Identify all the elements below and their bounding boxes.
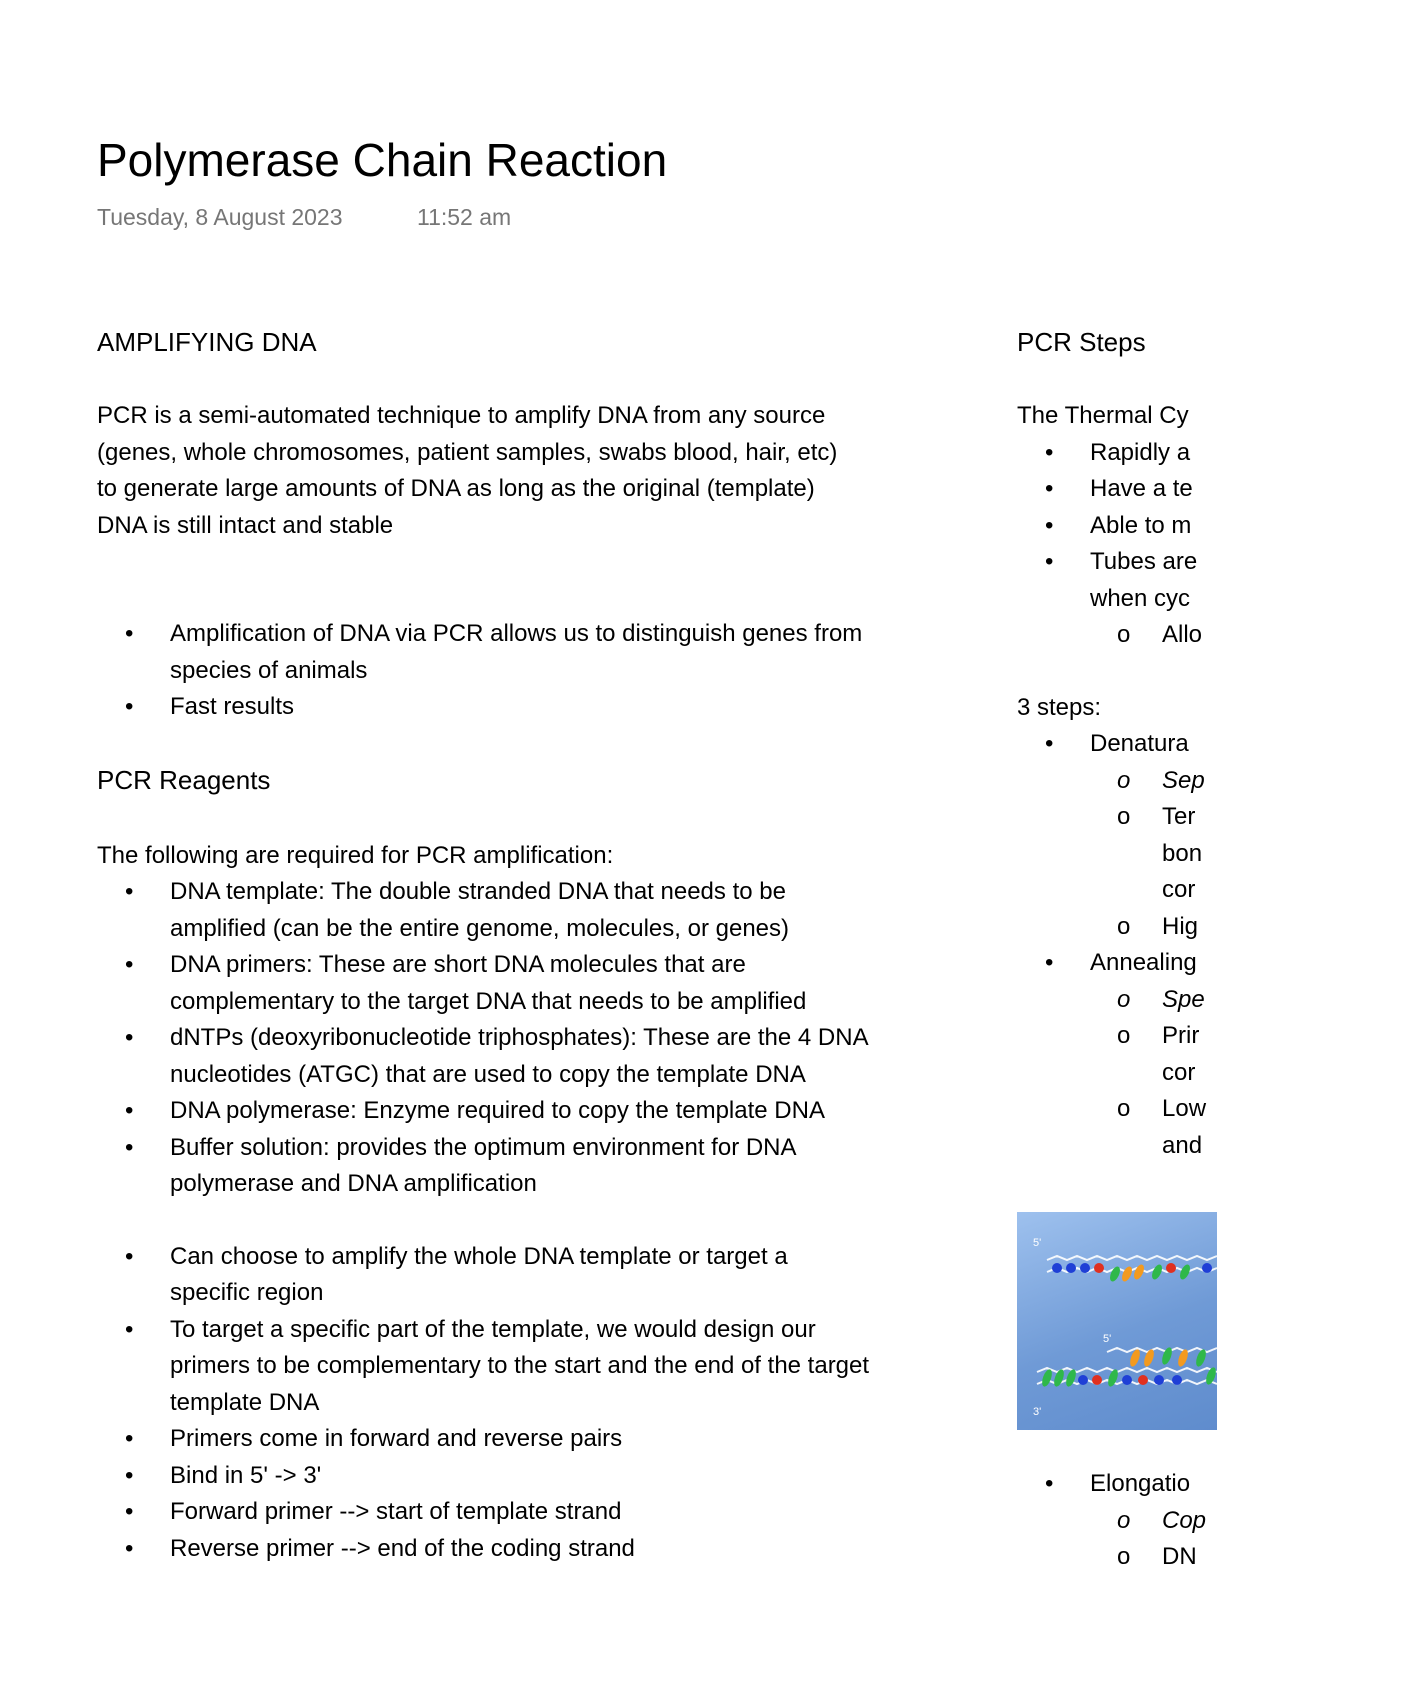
- list-item: • DNA primers: These are short DNA molecules that are complementary to the target DNA that needs to be amplified: [97, 947, 870, 1020]
- sub-list-item: o Spe: [1017, 982, 1417, 1019]
- list-item: • Amplification of DNA via PCR allows us to distinguish genes from species of animals: [97, 616, 870, 689]
- sub-list-item: o Cop: [1017, 1503, 1417, 1540]
- list-item: • Buffer solution: provides the optimum environment for DNA polymerase and DNA amplification: [97, 1130, 870, 1203]
- sub-list-item: o Allo: [1017, 617, 1417, 654]
- sub-line: cor: [1162, 876, 1196, 903]
- list-item: • Bind in 5' -> 3': [97, 1458, 937, 1495]
- heading-pcr-reagents: PCR Reagents: [97, 764, 271, 795]
- list-item: • Rapidly a: [1017, 435, 1417, 472]
- list-item: • DNA template: The double stranded DNA that needs to be amplified (can be the entire genome, molecules, or genes): [97, 874, 870, 947]
- heading-pcr-steps: PCR Steps: [1017, 327, 1146, 357]
- list-item: • Able to m: [1017, 508, 1417, 545]
- amplify-bullet-list: [97, 616, 937, 726]
- reagents-intro: The following are required for PCR amplification:: [97, 841, 614, 869]
- list-item: • Primers come in forward and reverse pairs: [97, 1421, 937, 1458]
- reagents-list: [97, 874, 937, 1203]
- list-item: • Reverse primer --> end of the coding strand: [97, 1531, 937, 1568]
- list-item: • Have a te: [1017, 471, 1417, 508]
- elongation-list: [1017, 1466, 1417, 1576]
- three-steps-label: 3 steps:: [1017, 693, 1102, 721]
- sub-list-item: [1017, 1091, 1417, 1164]
- list-item: • dNTPs (deoxyribonucleotide triphosphates): These are the 4 DNA nucleotides (ATGC) that are used to copy the template DNA: [97, 1020, 885, 1093]
- thermal-cycler-intro: The Thermal Cy: [1017, 402, 1189, 429]
- sub-list-item: [1017, 1018, 1417, 1091]
- intro-line: (genes, whole chromosomes, patient samples, swabs blood, hair, etc): [97, 438, 838, 466]
- sub-list-item: [1017, 799, 1417, 909]
- sub-line: Prir: [1162, 1022, 1200, 1049]
- list-item-text: Tubes are: [1090, 548, 1198, 575]
- left-column: [97, 322, 937, 1567]
- sub-line: cor: [1162, 1058, 1196, 1086]
- step-denaturation: • Denatura: [1017, 726, 1417, 763]
- steps-list: [1017, 726, 1417, 1164]
- right-column: [1017, 322, 1417, 1576]
- sub-list-item: o Sep: [1017, 763, 1417, 800]
- sub-list-item: o DN: [1017, 1539, 1417, 1576]
- page-title: Polymerase Chain Reaction: [97, 134, 668, 186]
- label-three-prime-bottom: 3': [1033, 1406, 1042, 1418]
- dna-strands-illustration: [1017, 1212, 1217, 1430]
- step-annealing: • Annealing: [1017, 945, 1417, 982]
- label-five-prime-mid: 5': [1103, 1333, 1112, 1345]
- intro-line: DNA is still intact and stable: [97, 511, 394, 539]
- intro-line: to generate large amounts of DNA as long as the original (template): [97, 475, 815, 502]
- label-five-prime-top: 5': [1033, 1237, 1042, 1249]
- sub-line: Ter: [1162, 803, 1196, 830]
- step-elongation: • Elongatio: [1017, 1466, 1417, 1503]
- sub-line: and: [1162, 1131, 1203, 1159]
- list-item: • Can choose to amplify the whole DNA template or target a specific region: [97, 1239, 870, 1312]
- primer-bullet-list: [97, 1239, 937, 1568]
- list-item: • To target a specific part of the template, we would design our primers to be complementary to the start and the end of the target template DNA: [97, 1312, 890, 1422]
- list-item: • DNA polymerase: Enzyme required to copy the template DNA: [97, 1093, 937, 1130]
- sub-line: bon: [1162, 839, 1203, 867]
- sub-list-item: o Hig: [1017, 909, 1417, 946]
- page-time: 11:52 am: [417, 204, 512, 230]
- list-item: • Fast results: [97, 689, 937, 726]
- sub-line: Low: [1162, 1095, 1207, 1122]
- heading-amplifying-dna: AMPLIFYING DNA: [97, 327, 317, 357]
- dna-annealing-image: [1017, 1212, 1217, 1430]
- top-strand-nucleotides: [1052, 1263, 1212, 1283]
- intro-paragraph: [97, 398, 937, 544]
- list-item: • Forward primer --> start of template strand: [97, 1494, 937, 1531]
- intro-line: PCR is a semi-automated technique to amplify DNA from any source: [97, 402, 826, 429]
- cycler-bullet-list: [1017, 435, 1417, 654]
- list-item: [1017, 544, 1417, 617]
- list-item-continuation: when cyc: [1090, 584, 1191, 612]
- page-date: Tuesday, 8 August 2023: [97, 204, 343, 230]
